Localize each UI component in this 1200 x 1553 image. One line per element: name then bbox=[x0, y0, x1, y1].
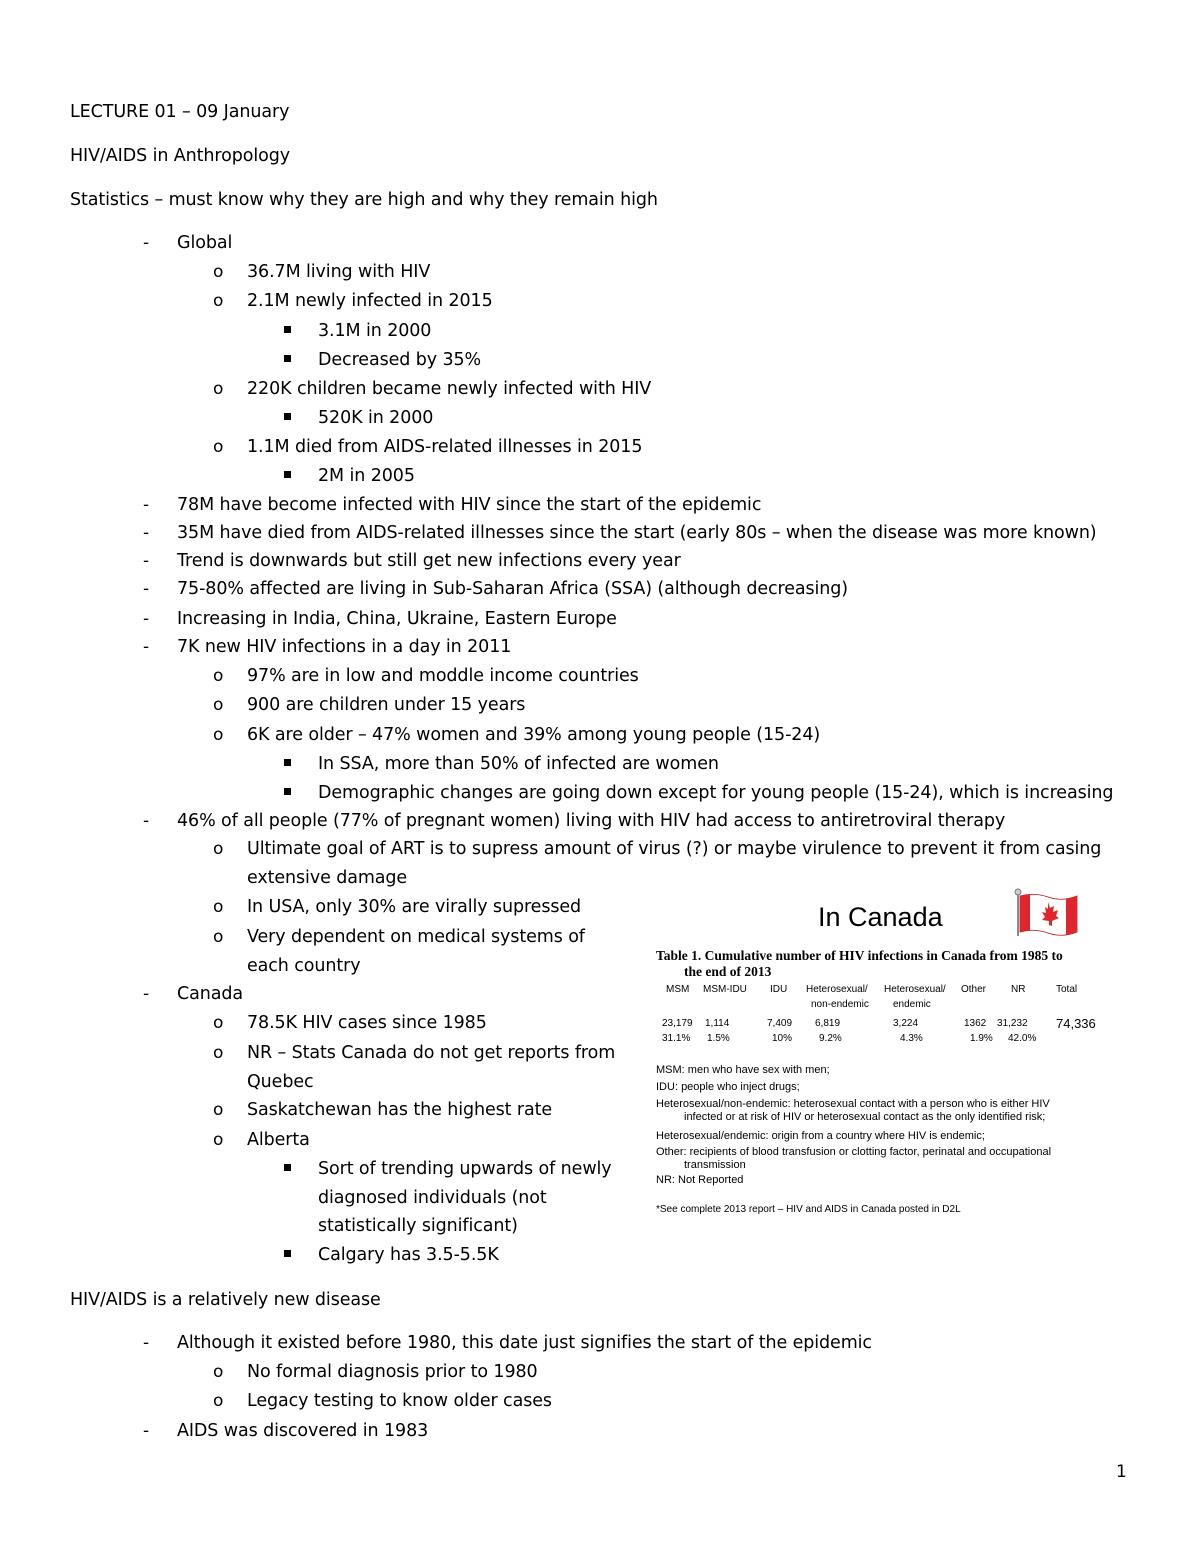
bullet-text-continued: extensive damage bbox=[247, 868, 408, 888]
definition-note bbox=[656, 1098, 1050, 1110]
dash-marker: - bbox=[143, 495, 150, 515]
table-header: IDU bbox=[770, 984, 788, 995]
note-term: MSM bbox=[656, 1064, 682, 1076]
note-text: : origin from a country where HIV is endemic; bbox=[765, 1130, 985, 1142]
bullet-text: Legacy testing to know older cases bbox=[247, 1391, 552, 1411]
bullet-text: AIDS was discovered in 1983 bbox=[177, 1421, 429, 1441]
bullet-text: 520K in 2000 bbox=[318, 408, 434, 428]
bullet-text: 2.1M newly infected in 2015 bbox=[247, 291, 493, 311]
topic-heading: HIV/AIDS in Anthropology bbox=[70, 146, 290, 166]
bullet-text: Canada bbox=[177, 984, 243, 1004]
circle-marker: o bbox=[213, 1391, 224, 1411]
bullet-text: In USA, only 30% are virally supressed bbox=[247, 897, 582, 917]
bullet-text: No formal diagnosis prior to 1980 bbox=[247, 1362, 538, 1382]
table-cell: 42.0% bbox=[1008, 1033, 1037, 1044]
table-header: endemic bbox=[893, 999, 931, 1010]
dash-marker: - bbox=[143, 1421, 150, 1441]
bullet-text-continued: diagnosed individuals (not bbox=[318, 1188, 547, 1208]
table-cell: 4.3% bbox=[900, 1033, 923, 1044]
circle-marker: o bbox=[213, 1130, 224, 1150]
circle-marker: o bbox=[213, 291, 224, 311]
dash-marker: - bbox=[143, 609, 150, 629]
bullet-text: 220K children became newly infected with HIV bbox=[247, 379, 652, 399]
circle-marker: o bbox=[213, 379, 224, 399]
bullet-text: Decreased by 35% bbox=[318, 350, 482, 370]
note-text: : recipients of blood transfusion or clotting factor, perinatal and occupational bbox=[683, 1146, 1052, 1158]
flag-right-band bbox=[1066, 896, 1077, 935]
bullet-text: Increasing in India, China, Ukraine, Eastern Europe bbox=[177, 609, 617, 629]
dash-marker: - bbox=[143, 579, 150, 599]
bullet-text: Trend is downwards but still get new infections every year bbox=[177, 551, 681, 571]
table-cell: 31,232 bbox=[997, 1018, 1028, 1029]
table-cell: 31.1% bbox=[662, 1033, 691, 1044]
note-term: NR bbox=[656, 1174, 672, 1186]
circle-marker: o bbox=[213, 897, 224, 917]
dash-marker: - bbox=[143, 233, 150, 253]
table-cell: 9.2% bbox=[819, 1033, 842, 1044]
circle-marker: o bbox=[213, 725, 224, 745]
dash-marker: - bbox=[143, 523, 150, 543]
table-cell: 7,409 bbox=[767, 1018, 793, 1029]
definition-note bbox=[656, 1130, 985, 1142]
bullet-text: Calgary has 3.5-5.5K bbox=[318, 1245, 499, 1265]
square-bullet-icon bbox=[284, 355, 291, 362]
bullet-text: Sort of trending upwards of newly bbox=[318, 1159, 612, 1179]
note-text: : people who inject drugs; bbox=[674, 1081, 800, 1093]
bullet-text: In SSA, more than 50% of infected are women bbox=[318, 754, 719, 774]
note-term: Heterosexual/endemic bbox=[656, 1130, 766, 1142]
square-bullet-icon bbox=[284, 1250, 291, 1257]
bullet-text: 3.1M in 2000 bbox=[318, 321, 432, 341]
bullet-text: NR – Stats Canada do not get reports from bbox=[247, 1043, 616, 1063]
table-header: NR bbox=[1011, 984, 1026, 995]
square-bullet-icon bbox=[284, 326, 291, 333]
table-cell: 23,179 bbox=[662, 1018, 693, 1029]
table-cell: 1,114 bbox=[705, 1018, 730, 1029]
circle-marker: o bbox=[213, 839, 224, 859]
bullet-text: 7K new HIV infections in a day in 2011 bbox=[177, 637, 512, 657]
table-caption-line: Table 1. Cumulative number of HIV infections in Canada from 1985 to bbox=[656, 948, 1063, 963]
circle-marker: o bbox=[213, 262, 224, 282]
dash-marker: - bbox=[143, 551, 150, 571]
definition-note bbox=[656, 1146, 1051, 1158]
table-header: Heterosexual/ bbox=[806, 984, 868, 995]
figure-title: In Canada bbox=[818, 902, 943, 932]
definition-note bbox=[656, 1174, 743, 1186]
section-heading: HIV/AIDS is a relatively new disease bbox=[70, 1290, 381, 1310]
bullet-text: 6K are older – 47% women and 39% among young people (15-24) bbox=[247, 725, 821, 745]
table-header: Other bbox=[961, 984, 987, 995]
dash-marker: - bbox=[143, 1333, 150, 1353]
flag-left-band bbox=[1020, 894, 1030, 932]
circle-marker: o bbox=[213, 1362, 224, 1382]
square-bullet-icon bbox=[284, 759, 291, 766]
table-header: non-endemic bbox=[811, 999, 869, 1010]
table-header: MSM bbox=[666, 984, 690, 995]
note-term: IDU bbox=[656, 1081, 675, 1093]
definition-note bbox=[656, 1081, 800, 1093]
bullet-text: 78M have become infected with HIV since the start of the epidemic bbox=[177, 495, 762, 515]
bullet-text: 97% are in low and moddle income countries bbox=[247, 666, 639, 686]
definition-note bbox=[684, 1111, 1045, 1123]
table-header: MSM-IDU bbox=[703, 984, 747, 995]
bullet-text: 46% of all people (77% of pregnant women) living with HIV had access to antiretroviral therapy bbox=[177, 811, 1006, 831]
bullet-text-continued: each country bbox=[247, 956, 361, 976]
bullet-text-continued: statistically significant) bbox=[318, 1216, 518, 1236]
circle-marker: o bbox=[213, 695, 224, 715]
definition-note bbox=[656, 1064, 830, 1076]
square-bullet-icon bbox=[284, 788, 291, 795]
circle-marker: o bbox=[213, 666, 224, 686]
table-cell: 1.5% bbox=[707, 1033, 730, 1044]
dash-marker: - bbox=[143, 811, 150, 831]
note-term: Heterosexual/non-endemic bbox=[656, 1098, 788, 1110]
bullet-text: 75-80% affected are living in Sub-Saharan Africa (SSA) (although decreasing) bbox=[177, 579, 849, 599]
bullet-text: 35M have died from AIDS-related illnesses since the start (early 80s – when the disease was more known) bbox=[177, 523, 1097, 543]
table-cell: 1362 bbox=[964, 1018, 987, 1029]
note-text: transmission bbox=[684, 1159, 746, 1171]
dash-marker: - bbox=[143, 637, 150, 657]
bullet-text: Alberta bbox=[247, 1130, 310, 1150]
table-caption-line: the end of 2013 bbox=[684, 964, 772, 979]
circle-marker: o bbox=[213, 437, 224, 457]
table-cell: 10% bbox=[772, 1033, 793, 1044]
square-bullet-icon bbox=[284, 471, 291, 478]
definition-note bbox=[684, 1159, 746, 1171]
bullet-text: 2M in 2005 bbox=[318, 466, 415, 486]
bullet-text: Saskatchewan has the highest rate bbox=[247, 1100, 553, 1120]
bullet-text-continued: Quebec bbox=[247, 1072, 314, 1092]
bullet-text: 1.1M died from AIDS-related illnesses in 2015 bbox=[247, 437, 643, 457]
table-cell: 6,819 bbox=[815, 1018, 841, 1029]
square-bullet-icon bbox=[284, 1164, 291, 1171]
table-header: Total bbox=[1056, 984, 1078, 995]
canada-flag-icon bbox=[1014, 888, 1080, 938]
lecture-heading: LECTURE 01 – 09 January bbox=[70, 102, 290, 122]
bullet-text: Demographic changes are going down except for young people (15-24), which is increasing bbox=[318, 783, 1114, 803]
circle-marker: o bbox=[213, 927, 224, 947]
note-text: : Not Reported bbox=[671, 1174, 744, 1186]
canada-hiv-figure bbox=[648, 884, 1103, 1229]
note-text: : heterosexual contact with a person who is either HIV bbox=[787, 1098, 1050, 1110]
circle-marker: o bbox=[213, 1013, 224, 1033]
bullet-text: 900 are children under 15 years bbox=[247, 695, 526, 715]
circle-marker: o bbox=[213, 1100, 224, 1120]
table-cell: 3,224 bbox=[893, 1018, 919, 1029]
note-text: : men who have sex with men; bbox=[681, 1064, 830, 1076]
figure-footnote: *See complete 2013 report – HIV and AIDS in Canada posted in D2L bbox=[656, 1204, 961, 1215]
section-heading: Statistics – must know why they are high and why they remain high bbox=[70, 190, 658, 210]
bullet-text: 78.5K HIV cases since 1985 bbox=[247, 1013, 487, 1033]
bullet-text: Global bbox=[177, 233, 233, 253]
dash-marker: - bbox=[143, 984, 150, 1004]
circle-marker: o bbox=[213, 1043, 224, 1063]
bullet-text: Ultimate goal of ART is to supress amount of virus (?) or maybe virulence to prevent it from casing bbox=[247, 839, 1102, 859]
square-bullet-icon bbox=[284, 413, 291, 420]
flag-pole-top bbox=[1015, 889, 1021, 895]
table-total: 74,336 bbox=[1056, 1016, 1096, 1031]
table-header: Heterosexual/ bbox=[884, 984, 946, 995]
page-number: 1 bbox=[1116, 1462, 1127, 1482]
bullet-text: Very dependent on medical systems of bbox=[247, 927, 585, 947]
table-cell: 1.9% bbox=[970, 1033, 993, 1044]
note-term: Other bbox=[656, 1146, 684, 1158]
bullet-text: Although it existed before 1980, this date just signifies the start of the epidemic bbox=[177, 1333, 872, 1353]
table-caption bbox=[656, 948, 1096, 980]
note-text: infected or at risk of HIV or heterosexual contact as the only identified risk; bbox=[684, 1111, 1046, 1123]
bullet-text: 36.7M living with HIV bbox=[247, 262, 431, 282]
